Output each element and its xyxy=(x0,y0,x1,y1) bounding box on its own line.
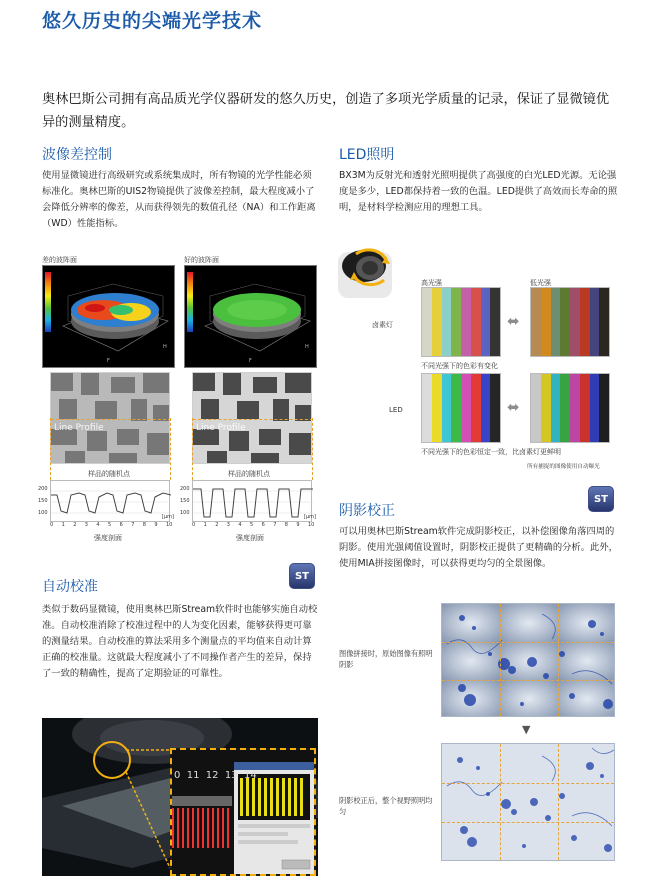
x-tick-label: 4 xyxy=(96,522,100,528)
double-arrow-icon: ⬌ xyxy=(507,312,520,330)
led-caption: 不同光强下的色彩恒定一致，比卤素灯更鲜明 xyxy=(421,448,561,456)
x-tick-label: 7 xyxy=(273,522,277,528)
x-tick-label: 6 xyxy=(261,522,265,528)
good-ytick-150: 150 xyxy=(180,498,190,504)
shading-before-mosaic xyxy=(441,603,615,717)
good-line-profile-text: Line Profile xyxy=(196,423,246,433)
knob-rotate-icon xyxy=(336,244,394,300)
good-sample-image xyxy=(192,372,312,464)
bad-ytick-150: 150 xyxy=(38,498,48,504)
x-tick-label: 9 xyxy=(296,522,300,528)
bad-x-ticks xyxy=(50,522,173,530)
shading-heading: 阴影校正 xyxy=(339,503,395,519)
high-intensity-label: 高光强 xyxy=(421,279,442,287)
bad-ytick-200: 200 xyxy=(38,486,48,492)
bad-sample-image xyxy=(50,372,170,464)
stream-st-icon: ST xyxy=(289,563,315,589)
x-tick-label: 1 xyxy=(203,522,207,528)
x-tick-label: 10 xyxy=(308,522,315,528)
bad-wavefront-3d-plot xyxy=(42,265,175,368)
bad-wavefront-label: 差的波阵面 xyxy=(42,256,77,264)
good-ytick-100: 100 xyxy=(180,510,190,516)
low-intensity-label: 低光强 xyxy=(530,279,551,287)
calibration-photo xyxy=(42,718,318,876)
x-tick-label: 5 xyxy=(250,522,254,528)
page-title: 悠久历史的尖端光学技术 xyxy=(42,10,263,32)
good-sample-points-label: 样品的随机点 xyxy=(228,470,270,478)
halogen-caption: 不同光强下的色彩有变化 xyxy=(421,362,498,370)
bad-intensity-profile xyxy=(50,480,170,522)
x-tick-label: 2 xyxy=(73,522,77,528)
good-intensity-label: 强度剖面 xyxy=(236,534,264,542)
bad-sample-points-label: 样品的随机点 xyxy=(88,470,130,478)
bad-axis-f: F xyxy=(107,358,110,364)
led-heading: LED照明 xyxy=(339,147,395,163)
x-tick-label: 2 xyxy=(215,522,219,528)
led-low-stripes xyxy=(530,373,610,443)
stream-st-icon-shading: ST xyxy=(588,486,614,512)
x-tick-label: 9 xyxy=(154,522,158,528)
good-axis-f: F xyxy=(249,358,252,364)
x-tick-label: 8 xyxy=(284,522,288,528)
good-axis-h: H xyxy=(305,344,309,350)
x-tick-label: 4 xyxy=(238,522,242,528)
calibration-scale-numbers: 0 11 12 13 14 xyxy=(174,770,257,781)
double-arrow-icon-led: ⬌ xyxy=(507,398,520,416)
good-wavefront-3d-plot xyxy=(184,265,317,368)
intro-paragraph: 奥林巴斯公司拥有高品质光学仪器研发的悠久历史，创造了多项光学质量的记录，保证了显微镜优异的测量精度。 xyxy=(42,92,610,130)
shading-after-mosaic xyxy=(441,743,615,861)
x-tick-label: 6 xyxy=(119,522,123,528)
led-body: BX3M为反射光和透射光照明提供了高强度的白光LED光源。无论强度是多少，LED都保持着一致的色温。LED提供了高效而长寿命的照明，是材料学检测应用的理想工具。 xyxy=(339,170,618,213)
shading-after-caption: 阴影校正后，整个视野照明均匀 xyxy=(339,796,433,816)
calibration-body: 类似于数码显微镜，使用奥林巴斯Stream软件时也能够实施自动校准。自动校准消除了校准过程中的人为变化因素，能够获得更可靠的测量结果。自动校准的算法采用多个测量点的平均值来自动计算正确的校准量。这就最大程度减小了不同操作者产生的差异，保持了一致的精确性，提高了定期验证的可靠性。 xyxy=(42,604,318,679)
halogen-high-stripes xyxy=(421,287,501,357)
wavefront-body: 使用显微镜进行高级研究或系统集成时，所有物镜的光学性能必须标准化。奥林巴斯的UIS2物镜提供了波像差控制，最大程度减小了会降低分辨率的像差，从而获得领先的数值孔径（NA）和工作距离（WD）性能指标。 xyxy=(42,170,316,229)
x-tick-label: 3 xyxy=(226,522,230,528)
x-tick-label: 1 xyxy=(61,522,65,528)
x-tick-label: 3 xyxy=(84,522,88,528)
x-tick-label: 8 xyxy=(142,522,146,528)
x-tick-label: 7 xyxy=(131,522,135,528)
auto-exposure-footnote: 所有捕捉的图像使用自动曝光 xyxy=(527,464,600,470)
good-x-ticks xyxy=(192,522,315,530)
good-ytick-200: 200 xyxy=(180,486,190,492)
x-tick-label: 5 xyxy=(108,522,112,528)
halogen-low-stripes xyxy=(530,287,610,357)
bad-intensity-label: 强度剖面 xyxy=(94,534,122,542)
x-tick-label: 10 xyxy=(166,522,173,528)
good-unit-um: [µm] xyxy=(304,514,316,520)
down-arrow-icon: ▼ xyxy=(522,723,531,736)
halogen-label: 卤素灯 xyxy=(372,321,393,329)
led-high-stripes xyxy=(421,373,501,443)
bad-ytick-100: 100 xyxy=(38,510,48,516)
bad-axis-h: H xyxy=(163,344,167,350)
good-wavefront-label: 好的波阵面 xyxy=(184,256,219,264)
shading-body: 可以用奥林巴斯Stream软件完成阴影校正，以补偿图像角落四周的阴影。使用光强阈值设置时，阴影校正提供了更精确的分析。此外，使用MIA拼接图像时，可以获得更均匀的全景图像。 xyxy=(339,526,618,569)
good-intensity-profile xyxy=(192,480,312,522)
x-tick-label: 0 xyxy=(50,522,54,528)
shading-before-caption: 图像拼接时，原始图像有照明阴影 xyxy=(339,649,433,669)
wavefront-heading: 波像差控制 xyxy=(42,147,112,163)
calibration-zoom-popup xyxy=(170,748,316,876)
bad-unit-um: [µm] xyxy=(162,514,174,520)
x-tick-label: 0 xyxy=(192,522,196,528)
led-label: LED xyxy=(389,406,403,414)
calibration-heading: 自动校准 xyxy=(42,579,98,595)
bad-line-profile-text: Line Profile xyxy=(54,423,104,433)
